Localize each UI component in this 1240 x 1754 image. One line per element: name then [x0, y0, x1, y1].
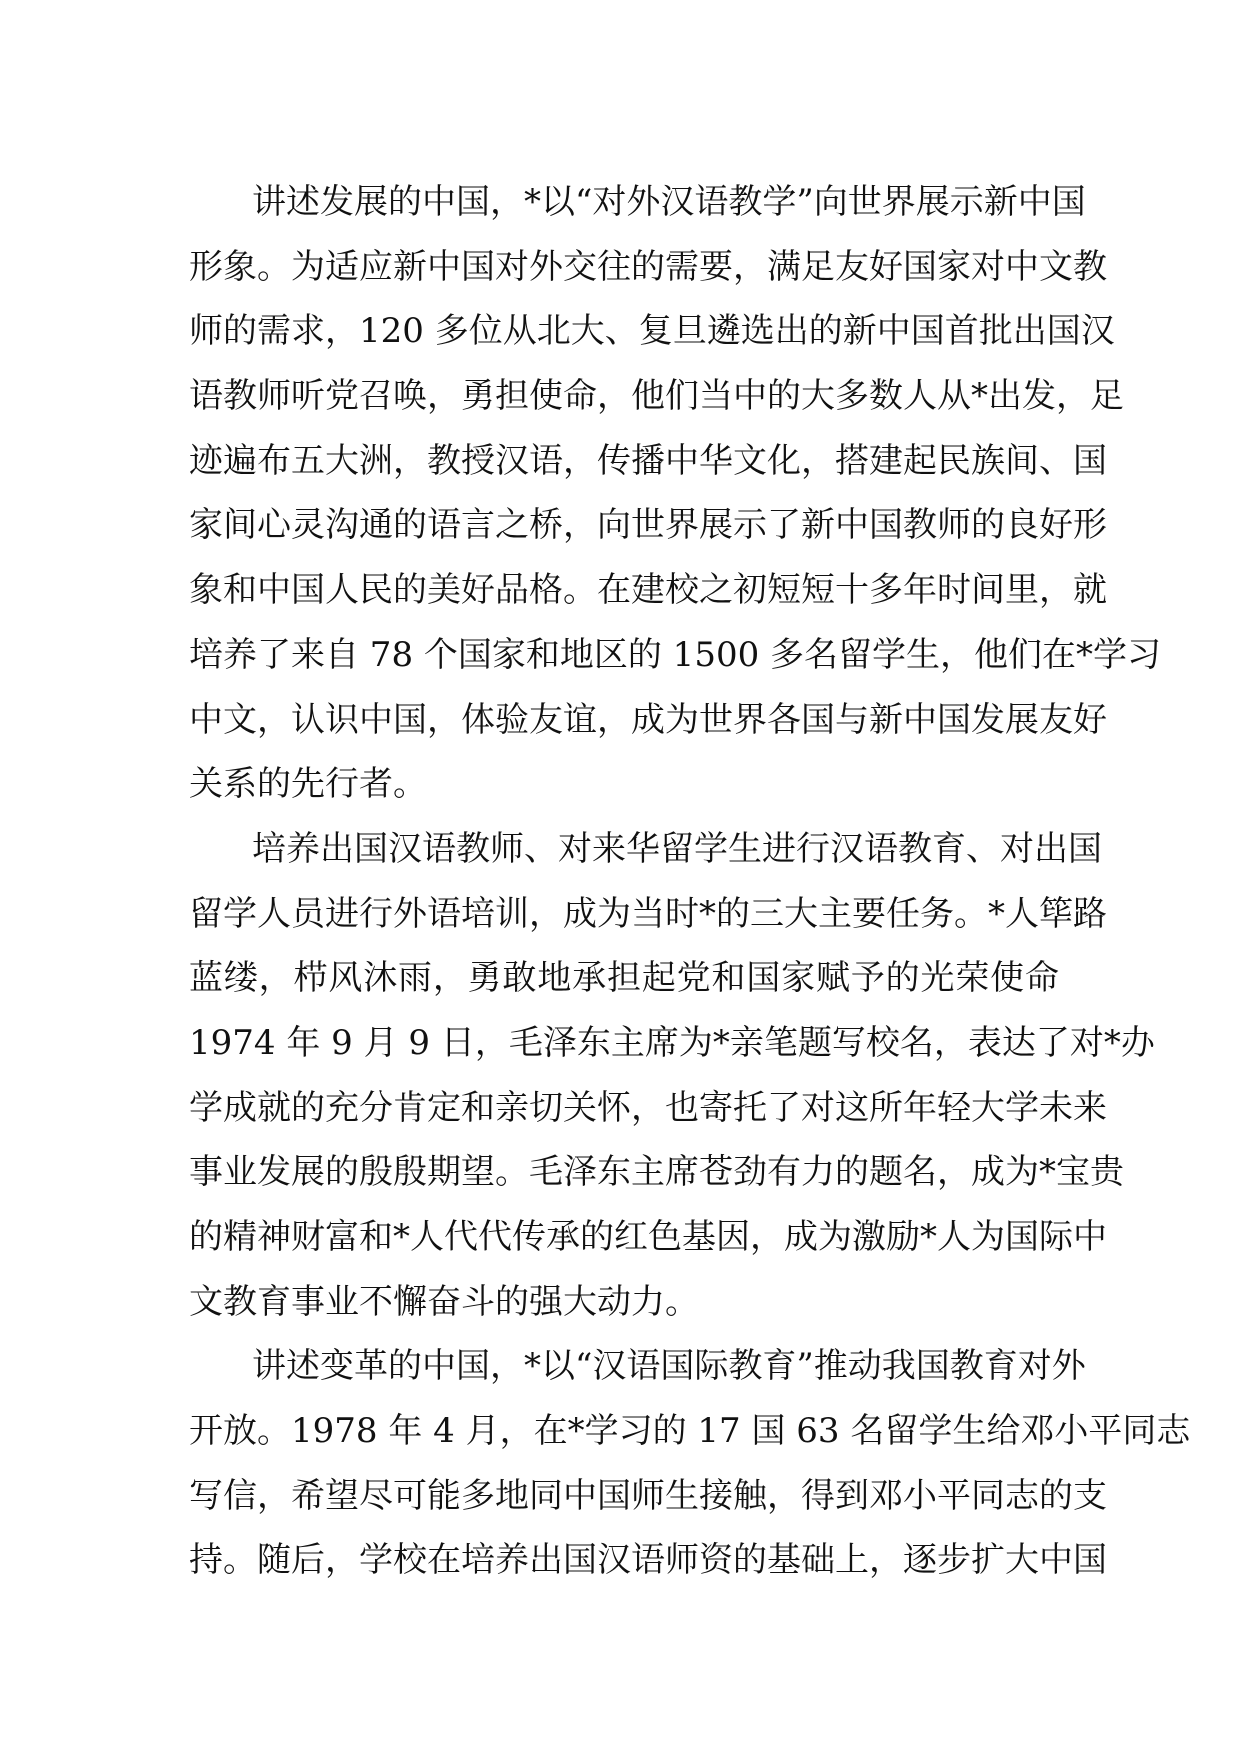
text-line: 留学人员进行外语培训，成为当时*的三大主要任务。*人筚路 [189, 893, 1107, 934]
text-line: 持。随后，学校在培养出国汉语师资的基础上，逐步扩大中国 [189, 1540, 1107, 1581]
text-line: 象和中国人民的美好品格。在建校之初短短十多年时间里，就 [189, 570, 1107, 611]
text-line: 中文，认识中国，体验友谊，成为世界各国与新中国发展友好 [189, 699, 1107, 740]
text-line: 师的需求，120 多位从北大、复旦遴选出的新中国首批出国汉 [189, 311, 1115, 352]
text-line: 的精神财富和*人代代传承的红色基因，成为激励*人为国际中 [189, 1217, 1107, 1257]
text-line: 学成就的充分肯定和亲切关怀，也寄托了对这所年轻大学未来 [189, 1087, 1107, 1128]
text-line: 迹遍布五大洲，教授汉语，传播中华文化，搭建起民族间、国 [189, 440, 1107, 481]
text-line: 开放。1978 年 4 月，在*学习的 17 国 63 名留学生给邓小平同志 [189, 1411, 1191, 1452]
text-line: 讲述发展的中国，*以“对外汉语教学”向世界展示新中国 [252, 182, 1086, 222]
paragraph-1 [189, 170, 1162, 817]
text-line: 写信，希望尽可能多地同中国师生接触，得到邓小平同志的支 [189, 1475, 1107, 1516]
text-line: 1974 年 9 月 9 日，毛泽东主席为*亲笔题写校名，表达了对*办 [189, 1022, 1155, 1063]
text-line: 形象。为适应新中国对外交往的需要，满足友好国家对中文教 [189, 246, 1107, 287]
text-line: 蓝缕，栉风沐雨，勇敢地承担起党和国家赋予的光荣使命 [189, 958, 1059, 999]
text-line: 事业发展的殷殷期望。毛泽东主席苍劲有力的题名，成为*宝贵 [189, 1152, 1124, 1193]
paragraph-3 [189, 1334, 1191, 1593]
text-line: 培养出国汉语教师、对来华留学生进行汉语教育、对出国 [252, 828, 1102, 869]
text-line: 语教师听党召唤，勇担使命，他们当中的大多数人从*出发，足 [189, 376, 1124, 417]
text-line: 家间心灵沟通的语言之桥，向世界展示了新中国教师的良好形 [189, 505, 1107, 546]
body-text [189, 170, 1191, 1593]
text-line: 文教育事业不懈奋斗的强大动力。 [189, 1281, 699, 1322]
text-line: 讲述变革的中国，*以“汉语国际教育”推动我国教育对外 [252, 1346, 1086, 1387]
paragraph-2 [189, 817, 1155, 1335]
text-line: 关系的先行者。 [189, 764, 427, 805]
text-line: 培养了来自 78 个国家和地区的 1500 多名留学生，他们在*学习 [189, 634, 1162, 675]
